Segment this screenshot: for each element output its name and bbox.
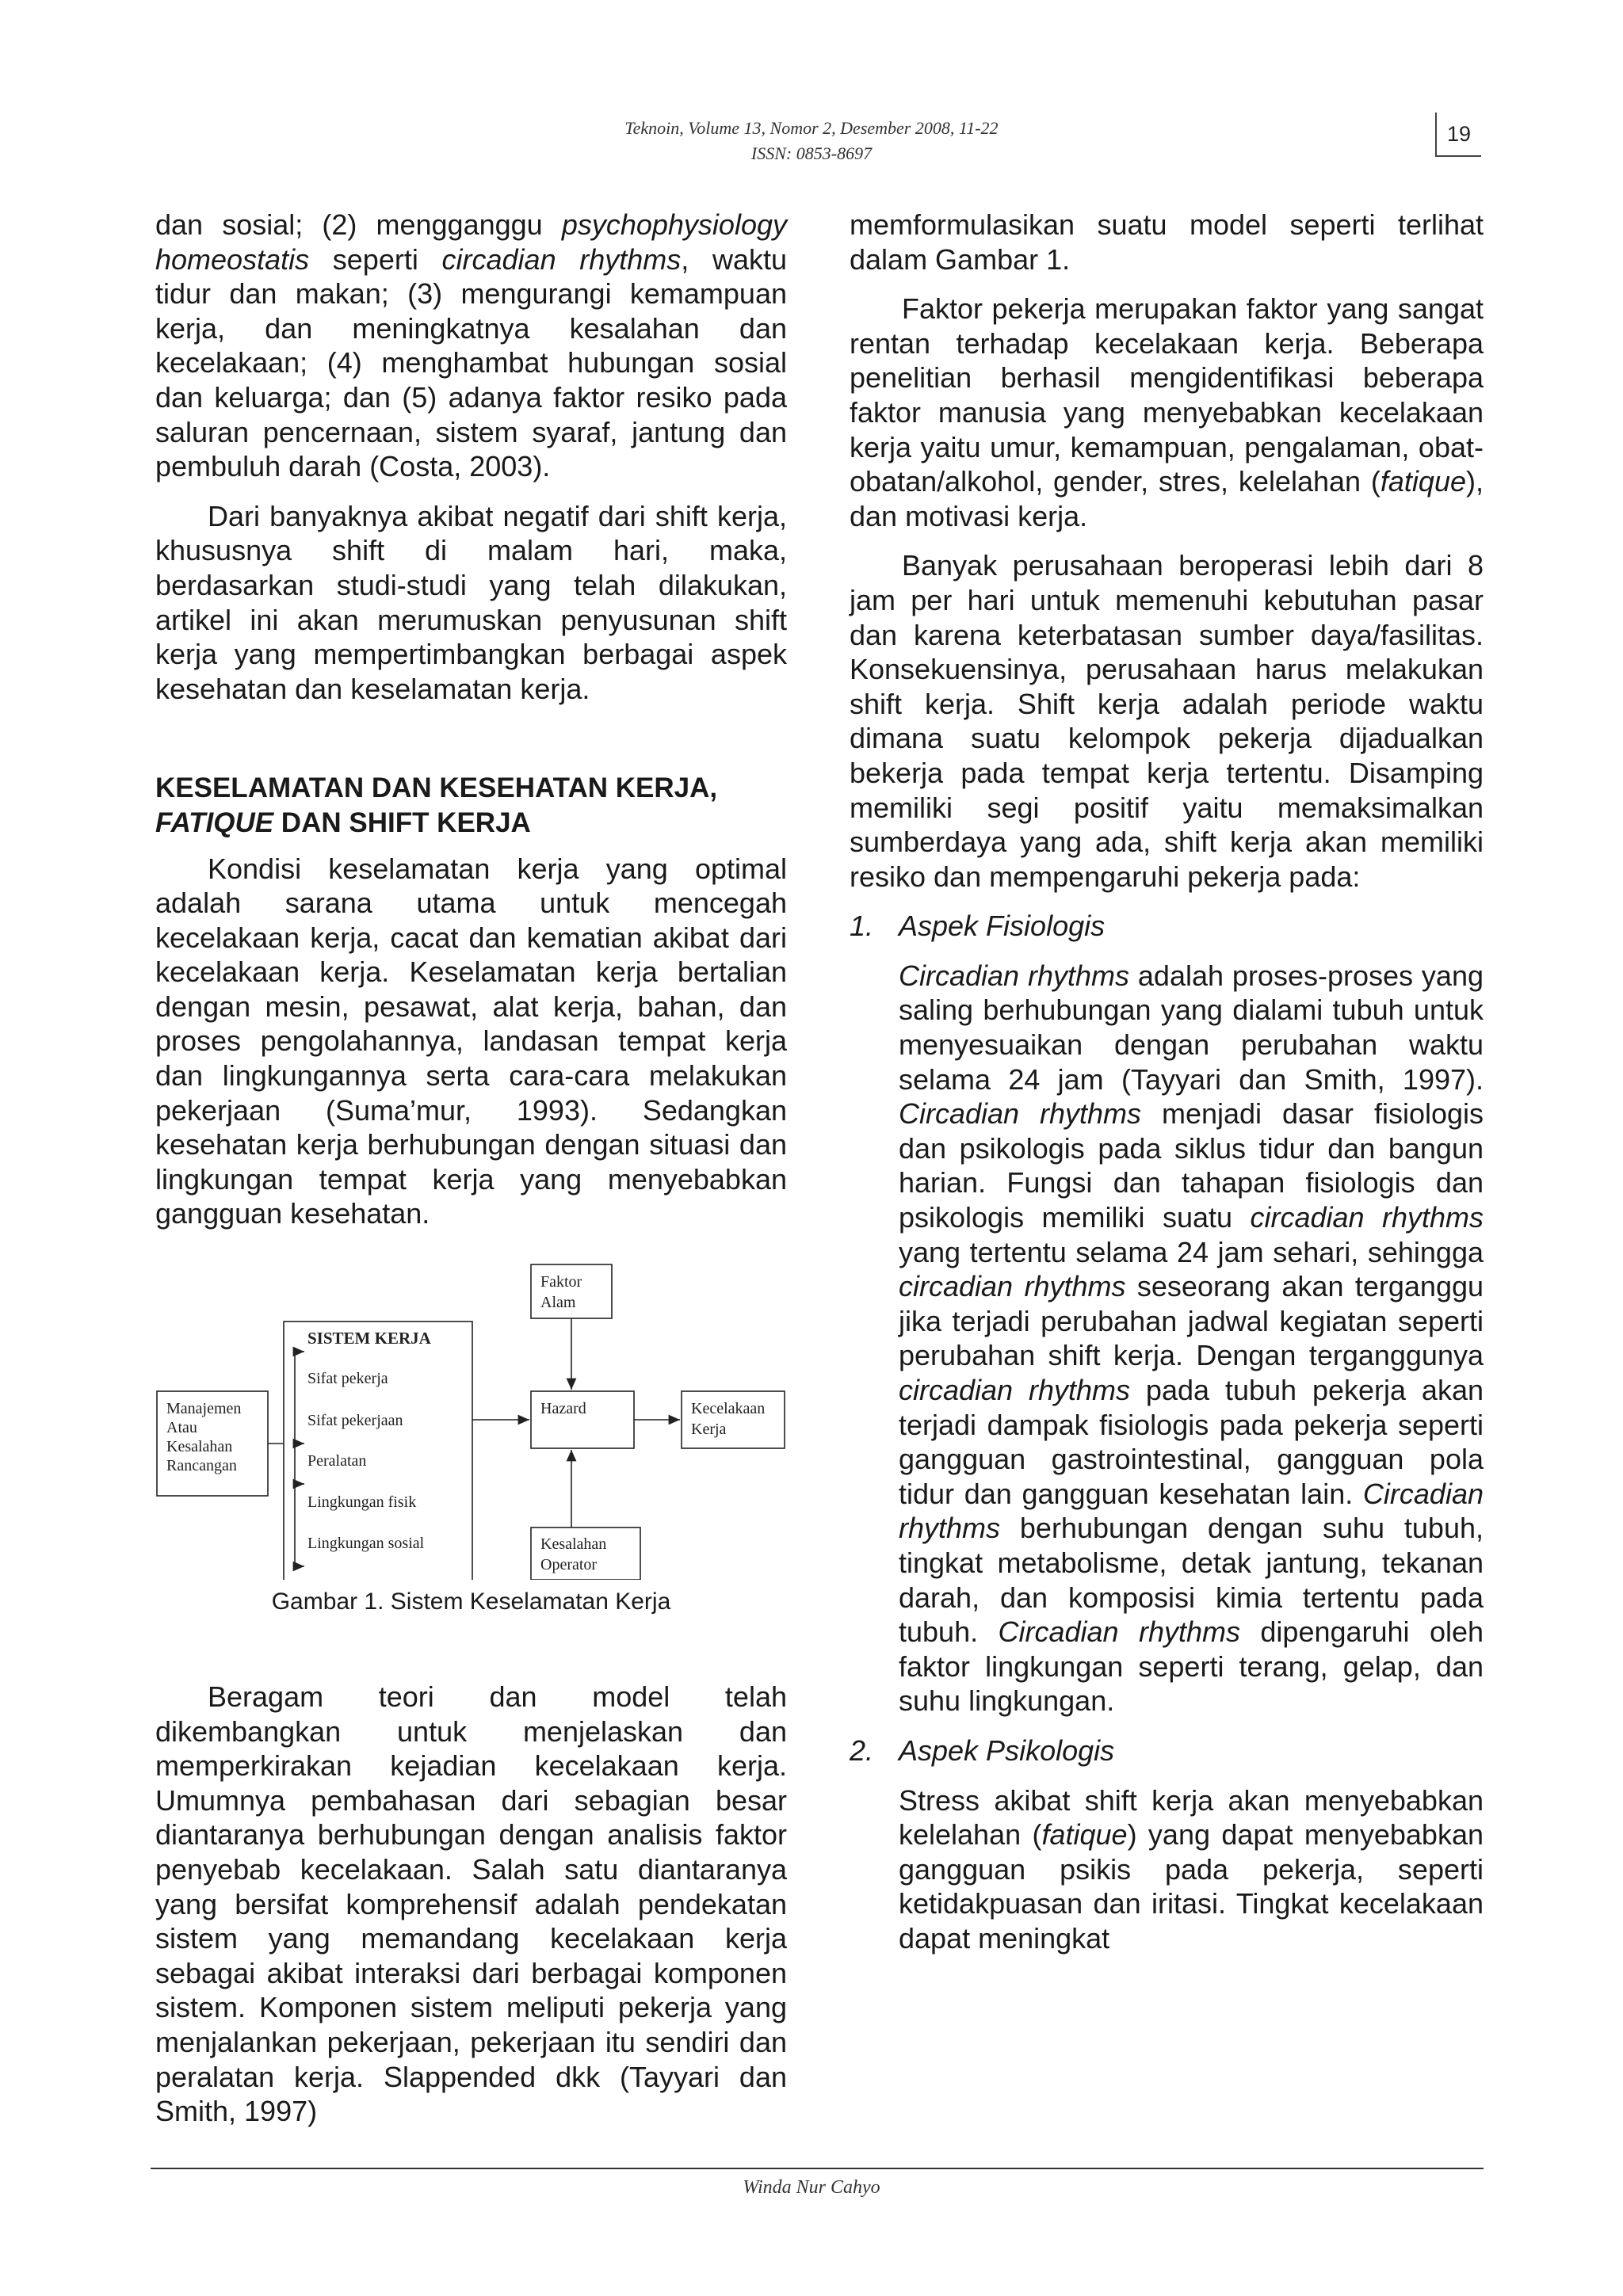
figure-caption: Gambar 1. Sistem Keselamatan Kerja (271, 1589, 671, 1615)
sistem-item: Lingkungan sosial (307, 1535, 425, 1553)
sistem-kerja-title: SISTEM KERJA (307, 1329, 431, 1348)
kecelakaan-label: Kerja (691, 1421, 727, 1439)
italic-term: circadian rhythms (1250, 1201, 1484, 1234)
italic-term: psychophysiology homeostatis (155, 208, 787, 276)
text-run: dan sosial; (2) mengganggu (155, 208, 562, 241)
paragraph-right-1: memformulasikan suatu model seperti terlihat dalam Gambar 1. (850, 208, 1484, 276)
sistem-item: Sifat pekerja (307, 1370, 388, 1388)
footer-rule (151, 2168, 1484, 2169)
list-number: 2. (850, 1733, 874, 1767)
kesalahan-operator-label: Operator (540, 1556, 598, 1574)
italic-term: Circadian rhythms (899, 1477, 1484, 1545)
right-column (850, 208, 1484, 1956)
paragraph-left-1 (155, 208, 787, 484)
italic-term: fatique (1380, 465, 1466, 498)
heading-line: DAN SHIFT KERJA (273, 807, 531, 838)
text-run: dipengaruhi oleh faktor lingkungan seperti terang, gelap, dan suhu lingkungan. (899, 1615, 1484, 1718)
manajemen-label: Manajemen (166, 1400, 242, 1418)
list-item-2-body (850, 1783, 1484, 1956)
italic-term: circadian rhythms (441, 242, 682, 276)
list-item-2-heading (850, 1733, 1484, 1768)
paragraph-aspek-fisiologis (899, 959, 1484, 1718)
manajemen-label: Kesalahan (166, 1438, 233, 1456)
text-run: ), dan motivasi kerja. (850, 465, 1484, 532)
journal-issn: ISSN: 0853-8697 (750, 143, 873, 163)
paragraph-aspek-psikologis (899, 1783, 1484, 1956)
italic-term: Circadian rhythms (899, 1097, 1142, 1131)
italic-term: fatique (1041, 1818, 1128, 1852)
list-number: 1. (850, 910, 874, 943)
left-column (155, 208, 787, 2129)
list-title: Aspek Psikologis (899, 1733, 1115, 1767)
text-run: , waktu tidur dan makan; (3) mengurangi kemampuan kerja, dan meningkatnya kesalahan dan kecelakaan; (4) menghambat hubungan sosial dan keluarga; dan (5) adanya faktor resiko pada saluran pencernaan, sistem syaraf, jantung dan pembuluh darah (Costa, 2003). (155, 242, 787, 483)
sistem-item: Lingkungan fisik (307, 1493, 417, 1512)
journal-header (0, 116, 1623, 166)
heading-italic: FATIQUE (155, 807, 274, 838)
text-run: yang tertentu selama 24 jam sehari, sehingga (899, 1235, 1484, 1268)
paragraph-left-3: Kondisi keselamatan kerja yang optimal adalah sarana utama untuk mencegah kecelakaan kerja, cacat dan kematian akibat dari kecelakaan kerja. Keselamatan kerja bertalian dengan mesin, pesawat, alat kerja, bahan, dan proses pengolahannya, landasan tempat kerja dan lingkungannya serta cara-cara melakukan pekerjaan (Suma’mur, 1993). Sedangkan kesehatan kerja berhubungan dengan situasi dan lingkungan tempat kerja yang menyebabkan gangguan kesehatan. (155, 852, 787, 1230)
list-item-1-body (850, 959, 1484, 1718)
heading-line: KESELAMATAN DAN KESEHATAN KERJA, (155, 772, 718, 804)
section-heading (155, 771, 787, 840)
text-run: seperti (309, 242, 442, 276)
paragraph-left-2: Dari banyaknya akibat negatif dari shift kerja, khususnya shift di malam hari, maka, berdasarkan studi-studi yang telah dilakukan, artikel ini akan merumuskan penyusunan shift kerja yang mempertimbangkan berbagai aspek kesehatan dan keselamatan kerja. (155, 499, 787, 705)
italic-term: Circadian rhythms (998, 1615, 1240, 1649)
italic-term: Circadian rhythms (899, 959, 1129, 992)
figure-system-diagram (155, 1255, 787, 1580)
italic-term: circadian rhythms (899, 1374, 1131, 1406)
text-run: Faktor pekerja merupakan faktor yang sangat rentan terhadap kecelakaan kerja. Beberapa penelitian berhasil mengidentifikasi beberapa faktor manusia yang menyebabkan kecelakaan kerja yaitu umur, kemampuan, pengalaman, obat-obatan/alkohol, gender, stres, kelelahan ( (850, 292, 1484, 498)
sistem-item: Peralatan (307, 1452, 367, 1470)
text-run: menjadi dasar fisiologis dan psikologis pada siklus tidur dan bangun harian. Fungsi dan tahapan fisiologis dan psikologis memiliki suatu (899, 1097, 1484, 1234)
page-number: 19 (1435, 113, 1481, 157)
sistem-item: Sifat pekerjaan (307, 1412, 403, 1430)
paragraph-right-3: Banyak perusahaan beroperasi lebih dari 8 jam per hari untuk memenuhi kebutuhan pasar dan karena keterbatasan sumber daya/fasilitas. Konsekuensinya, perusahaan harus melakukan shift kerja. Shift kerja adalah periode waktu dimana suatu kelompok pekerja dijadualkan bekerja pada tempat kerja tertentu. Disamping memiliki segi positif yaitu memaksimalkan sumberdaya yang ada, shift kerja akan memiliki resiko dan mempengaruhi pekerja pada: (850, 549, 1484, 893)
list-title: Aspek Fisiologis (899, 910, 1106, 943)
manajemen-label: Rancangan (166, 1457, 237, 1475)
text-run: seseorang akan terganggu jika terjadi perubahan jadwal kegiatan seperti perubahan shift kerja. Dengan terganggunya (899, 1270, 1484, 1372)
system-diagram (155, 1255, 787, 1580)
paragraph-right-2 (850, 292, 1484, 533)
list-item-1-heading (850, 909, 1484, 944)
journal-citation: Teknoin, Volume 13, Nomor 2, Desember 2008, 11-22 (624, 118, 999, 138)
text-run: berhubungan dengan suhu tubuh, tingkat metabolisme, detak jantung, tekanan darah, dan komposisi kimia tertentu pada tubuh. (899, 1512, 1484, 1649)
footer-author: Winda Nur Cahyo (743, 2177, 880, 2198)
manajemen-label: Atau (166, 1419, 197, 1437)
paragraph-left-4: Beragam teori dan model telah dikembangkan untuk menjelaskan dan memperkirakan kejadian kecelakaan kerja. Umumnya pembahasan dari sebagian besar diantaranya berhubungan dengan analisis faktor penyebab kecelakaan. Salah satu diantaranya yang bersifat komprehensif adalah pendekatan sistem yang memandang kecelakaan kerja sebagai akibat interaksi dari berbagai komponen sistem. Komponen sistem meliputi pekerja yang menjalankan pekerjaan, pekerjaan itu sendiri dan peralatan kerja. Slappended dkk (Tayyari dan Smith, 1997) (155, 1680, 787, 2128)
faktor-alam-label: Alam (540, 1294, 576, 1312)
kesalahan-operator-label: Kesalahan (540, 1535, 607, 1554)
kecelakaan-label: Kecelakaan (691, 1400, 766, 1418)
text-run: pada tubuh pekerja akan terjadi dampak fisiologis pada pekerja seperti gangguan gastrointestinal, gangguan pola tidur dan gangguan kesehatan lain. (899, 1374, 1484, 1510)
text-run: adalah proses-proses yang saling berhubungan yang dialami tubuh untuk menyesuaikan dengan perubahan waktu selama 24 jam (Tayyari dan Smith, 1997). (899, 959, 1484, 1096)
text-run: ) yang dapat menyebabkan gangguan psikis pada pekerja, seperti ketidakpuasan dan iritasi. Tingkat kecelakaan dapat meningkat (899, 1818, 1484, 1955)
hazard-label: Hazard (540, 1400, 586, 1418)
faktor-alam-label: Faktor (540, 1273, 582, 1291)
text-run: Stress akibat shift kerja akan menyebabkan kelelahan ( (899, 1783, 1484, 1852)
italic-term: circadian rhythms (899, 1270, 1126, 1303)
